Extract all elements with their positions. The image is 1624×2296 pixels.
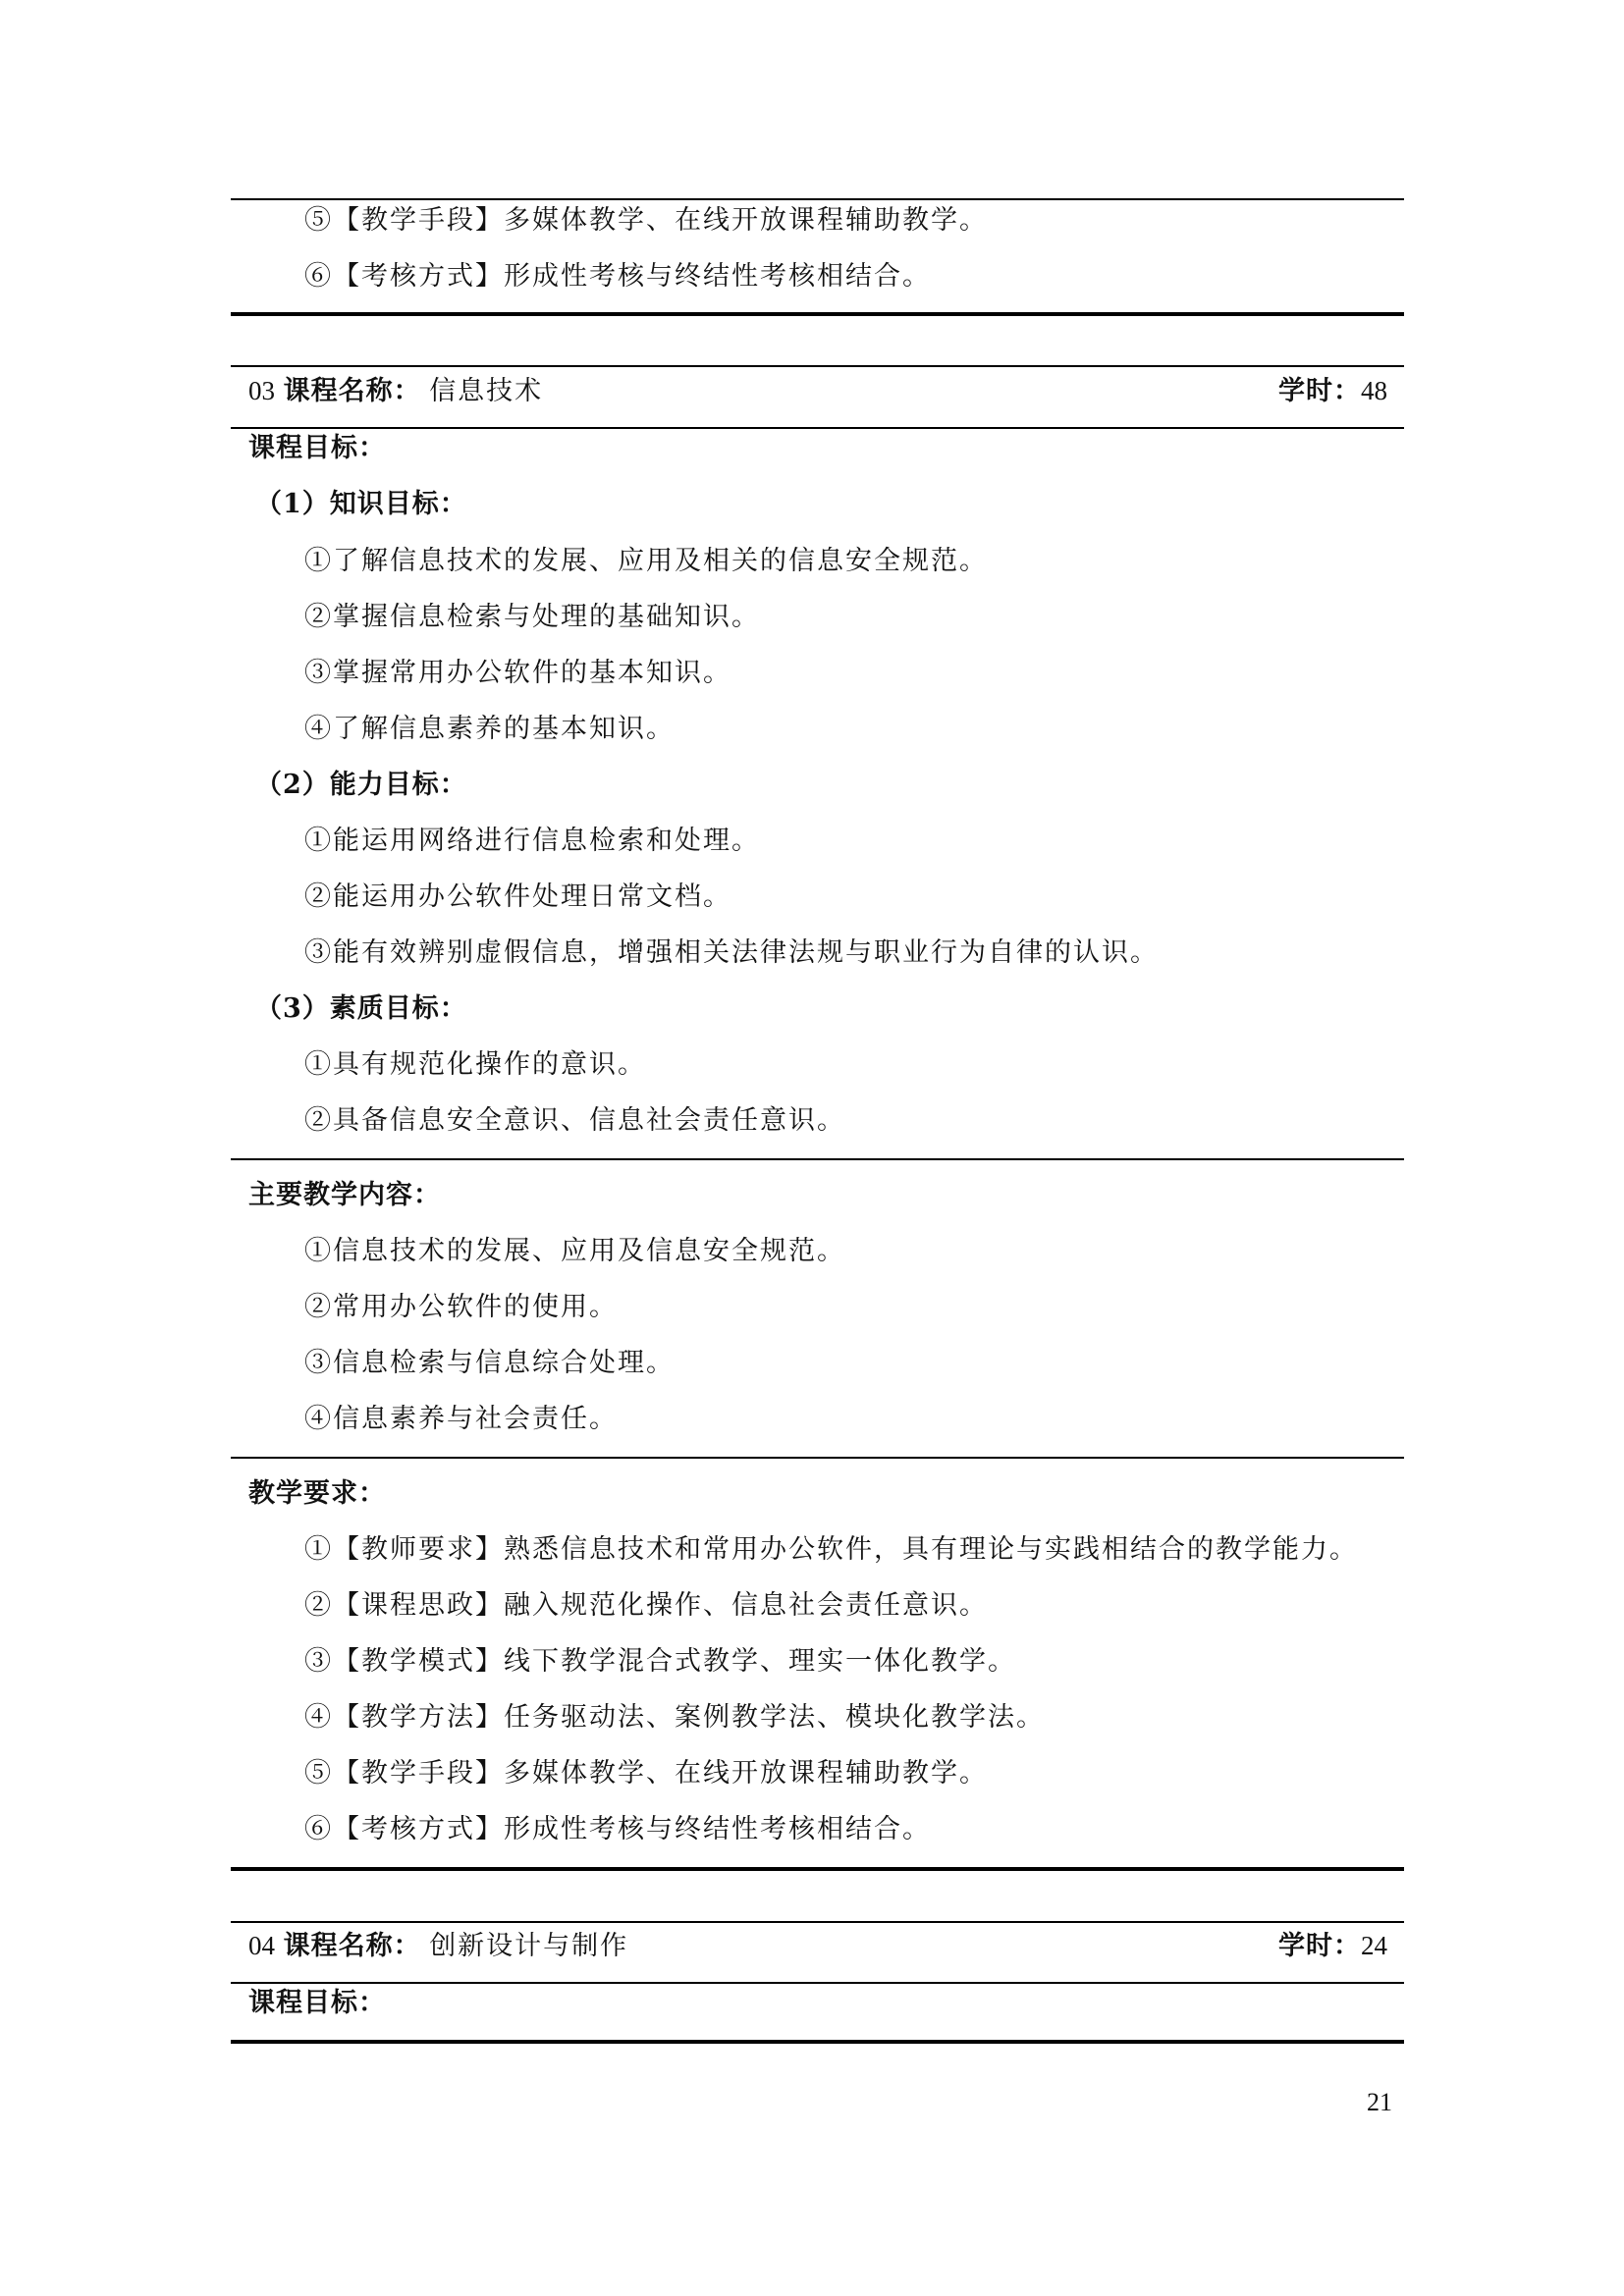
quality-item: ①具有规范化操作的意识。 <box>304 1049 646 1080</box>
page-number: 21 <box>1367 2088 1392 2116</box>
course-04-name: 创新设计与制作 <box>429 1931 629 1961</box>
course-03-objectives-label: 课程目标： <box>248 433 386 463</box>
knowledge-item: ①了解信息技术的发展、应用及相关的信息安全规范。 <box>304 546 988 576</box>
requirement-item: ①【教师要求】熟悉信息技术和常用办公软件，具有理论与实践相结合的教学能力。 <box>304 1534 1358 1565</box>
requirement-item: ②【课程思政】融入规范化操作、信息社会责任意识。 <box>304 1590 988 1621</box>
ability-item: ①能运用网络进行信息检索和处理。 <box>304 826 760 856</box>
top-rule <box>231 198 1404 200</box>
course-03-hours-value: 48 <box>1361 376 1387 405</box>
course-03-header <box>248 371 1387 411</box>
content-item: ④信息素养与社会责任。 <box>304 1404 618 1434</box>
course-04-number: 04 <box>248 1931 275 1960</box>
quality-item: ②具备信息安全意识、信息社会责任意识。 <box>304 1105 845 1136</box>
content-item: ③信息检索与信息综合处理。 <box>304 1348 675 1378</box>
ability-objectives-label: （2）能力目标： <box>255 770 467 800</box>
requirement-item: ④【教学方法】任务驱动法、案例教学法、模块化教学法。 <box>304 1702 1045 1733</box>
teaching-content-label: 主要教学内容： <box>248 1180 441 1210</box>
course-03-header-rule <box>231 427 1404 429</box>
course-04-top-rule <box>231 1921 1404 1923</box>
requirements-divider-rule <box>231 1457 1404 1459</box>
course-04-header <box>248 1926 1387 1966</box>
course-03-hours <box>1278 371 1387 411</box>
teaching-requirements-label: 教学要求： <box>248 1478 386 1509</box>
top-item-5: ⑤【教学手段】多媒体教学、在线开放课程辅助教学。 <box>304 205 988 236</box>
ability-item: ②能运用办公软件处理日常文档。 <box>304 881 731 912</box>
course-04-name-label: 课程名称： <box>283 1931 421 1961</box>
requirement-item: ③【教学模式】线下教学混合式教学、理实一体化教学。 <box>304 1646 1016 1677</box>
course-03-number: 03 <box>248 376 275 405</box>
requirement-item: ⑥【考核方式】形成性考核与终结性考核相结合。 <box>304 1814 931 1844</box>
section-end-rule <box>231 312 1404 316</box>
course-03-hours-label: 学时： <box>1278 376 1361 406</box>
content-item: ②常用办公软件的使用。 <box>304 1292 618 1322</box>
content-item: ①信息技术的发展、应用及信息安全规范。 <box>304 1236 845 1266</box>
course-04-header-rule <box>231 1982 1404 1984</box>
knowledge-item: ③掌握常用办公软件的基本知识。 <box>304 658 731 688</box>
course-03-name-label: 课程名称： <box>283 376 421 406</box>
course-04-hours-label: 学时： <box>1278 1931 1361 1961</box>
quality-objectives-label: （3）素质目标： <box>255 993 467 1024</box>
requirement-item: ⑤【教学手段】多媒体教学、在线开放课程辅助教学。 <box>304 1758 988 1789</box>
course-03-name: 信息技术 <box>429 376 544 406</box>
ability-item: ③能有效辨别虚假信息，增强相关法律法规与职业行为自律的认识。 <box>304 937 1159 968</box>
knowledge-objectives-label: （1）知识目标： <box>255 489 467 519</box>
content-divider-rule <box>231 1158 1404 1160</box>
course-03-top-rule <box>231 365 1404 367</box>
course-04-bottom-rule <box>231 2040 1404 2044</box>
course-03-end-rule <box>231 1867 1404 1871</box>
knowledge-item: ④了解信息素养的基本知识。 <box>304 714 675 744</box>
course-04-hours-value: 24 <box>1361 1931 1387 1960</box>
knowledge-item: ②掌握信息检索与处理的基础知识。 <box>304 602 760 632</box>
top-item-6: ⑥【考核方式】形成性考核与终结性考核相结合。 <box>304 261 931 292</box>
course-04-objectives-label: 课程目标： <box>248 1988 386 2018</box>
course-04-hours <box>1278 1926 1387 1966</box>
